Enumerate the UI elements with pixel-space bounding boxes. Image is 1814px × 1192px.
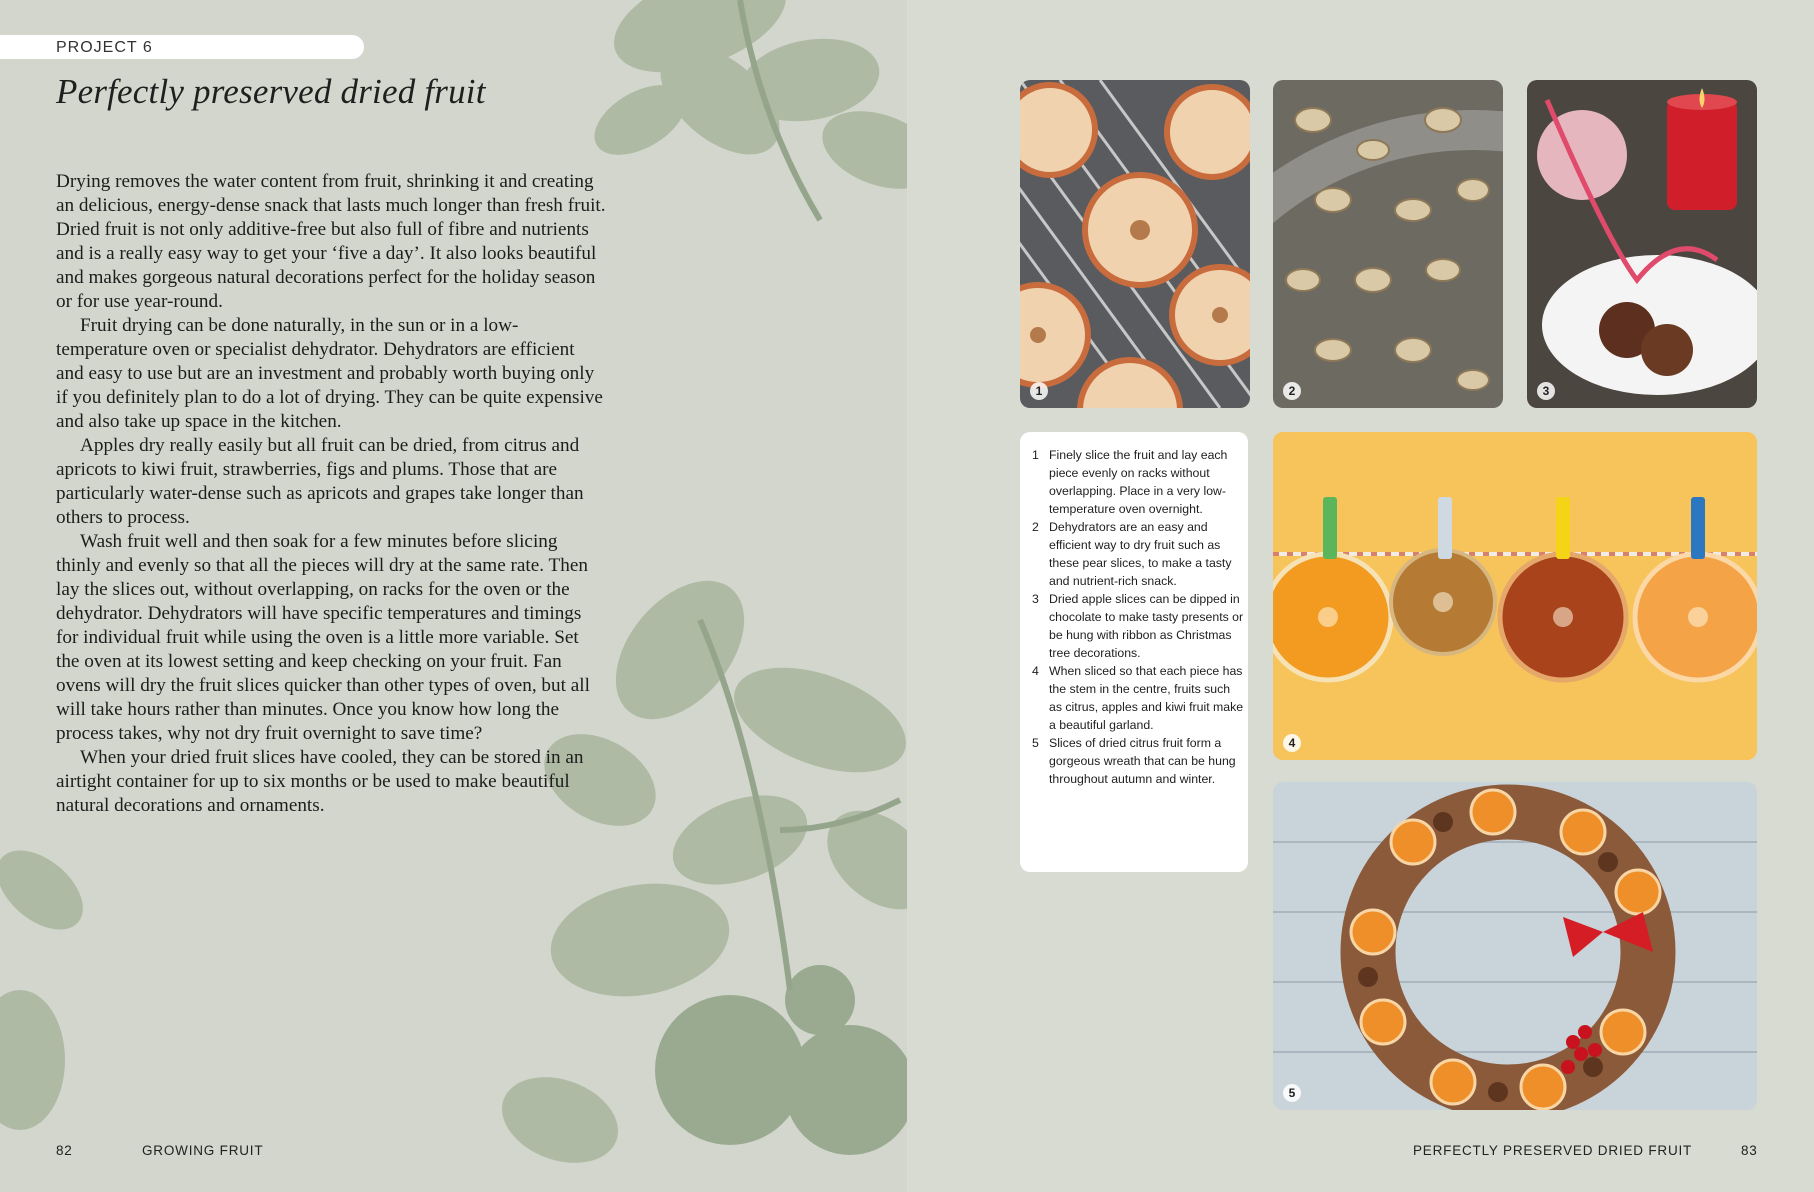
- paragraph: When your dried fruit slices have cooled, they can be stored in an airtight container for up to six months or be used to make beautiful natural decorations and ornaments.: [56, 747, 584, 816]
- pear-slices-illustration: [1273, 80, 1503, 408]
- caption-item: [1032, 662, 1244, 734]
- garland-illustration: [1273, 432, 1757, 760]
- page-number-right: 83: [1741, 1143, 1758, 1158]
- caption-number: 1: [1032, 448, 1039, 462]
- chocolate-apple-illustration: [1527, 80, 1757, 408]
- photo-4: [1273, 432, 1757, 760]
- running-head-right: PERFECTLY PRESERVED DRIED FRUIT: [1413, 1143, 1693, 1158]
- photo-number: 3: [1537, 382, 1555, 400]
- photo-number: 5: [1283, 1084, 1301, 1102]
- paragraph: Wash fruit well and then soak for a few minutes before slicing thinly and evenly so that all the pieces will dry at the same rate. Then lay the slices out, without overlapping, on racks for the oven or the dehydrator. Dehydrators will have specific temperatures and timings for individual fruit while using the oven is a little more variable. Set the oven at its lowest setting and keep checking on your fruit. Fan ovens will dry the fruit slices quicker than other types of oven, but all will take hours rather than minutes. Once you know how long the process takes, why not dry fruit overnight to save time?: [56, 531, 590, 744]
- caption-text: Finely slice the fruit and lay each piece evenly on racks without overlapping. Place in a very low-temperature oven overnight.: [1049, 448, 1228, 516]
- photo-number: 1: [1030, 382, 1048, 400]
- caption-text: When sliced so that each piece has the stem in the centre, fruits such as citrus, apples and kiwi fruit make a beautiful garland.: [1049, 664, 1244, 732]
- citrus-wreath-illustration: [1273, 782, 1757, 1110]
- paragraph: Drying removes the water content from fruit, shrinking it and creating an delicious, energy-dense snack that lasts much longer than fresh fruit. Dried fruit is not only additive-free but also full of fibre and nutrients and is a really easy way to get your ‘five a day’. It also looks beautiful and makes gorgeous natural decorations perfect for the holiday season or for use year-round.: [56, 171, 606, 312]
- caption-number: 2: [1032, 520, 1039, 534]
- photo-2: [1273, 80, 1503, 408]
- apple-rings-illustration: [1020, 80, 1250, 408]
- caption-number: 3: [1032, 592, 1039, 606]
- caption-number: 4: [1032, 664, 1039, 678]
- caption-item: [1032, 446, 1244, 518]
- project-label-tab: [0, 35, 364, 59]
- paragraph: Fruit drying can be done naturally, in the sun or in a low-temperature oven or specialist dehydrator. Dehydrators are efficient and easy to use but are an investment and probably worth buying only if you definitely plan to do a lot of drying. They can be quite expensive and also take up space in the kitchen.: [56, 315, 603, 432]
- body-text: [56, 170, 606, 818]
- caption-item: [1032, 590, 1244, 662]
- caption-number: 5: [1032, 736, 1039, 750]
- caption-text: Dried apple slices can be dipped in chocolate to make tasty presents or be hung with ribbon as Christmas tree decorations.: [1049, 592, 1244, 660]
- caption-item: [1032, 518, 1244, 590]
- caption-list: [1032, 446, 1244, 788]
- running-head-left: GROWING FRUIT: [142, 1143, 264, 1158]
- caption-text: Dehydrators are an easy and efficient way to dry fruit such as these pear slices, to make a tasty and nutrient-rich snack.: [1049, 520, 1232, 588]
- photo-number: 4: [1283, 734, 1301, 752]
- caption-item: [1032, 734, 1244, 788]
- captions-panel: [1020, 432, 1248, 872]
- page-title: Perfectly preserved dried fruit: [56, 72, 486, 111]
- photo-3: [1527, 80, 1757, 408]
- paragraph: Apples dry really easily but all fruit can be dried, from citrus and apricots to kiwi fruit, strawberries, figs and plums. Those that are particularly water-dense such as apricots and grapes take longer than others to process.: [56, 435, 584, 528]
- project-label: PROJECT 6: [56, 39, 153, 56]
- photo-number: 2: [1283, 382, 1301, 400]
- caption-text: Slices of dried citrus fruit form a gorgeous wreath that can be hung throughout autumn and winter.: [1049, 736, 1236, 786]
- page-number-left: 82: [56, 1143, 73, 1158]
- photo-1: [1020, 80, 1250, 408]
- photo-5: [1273, 782, 1757, 1110]
